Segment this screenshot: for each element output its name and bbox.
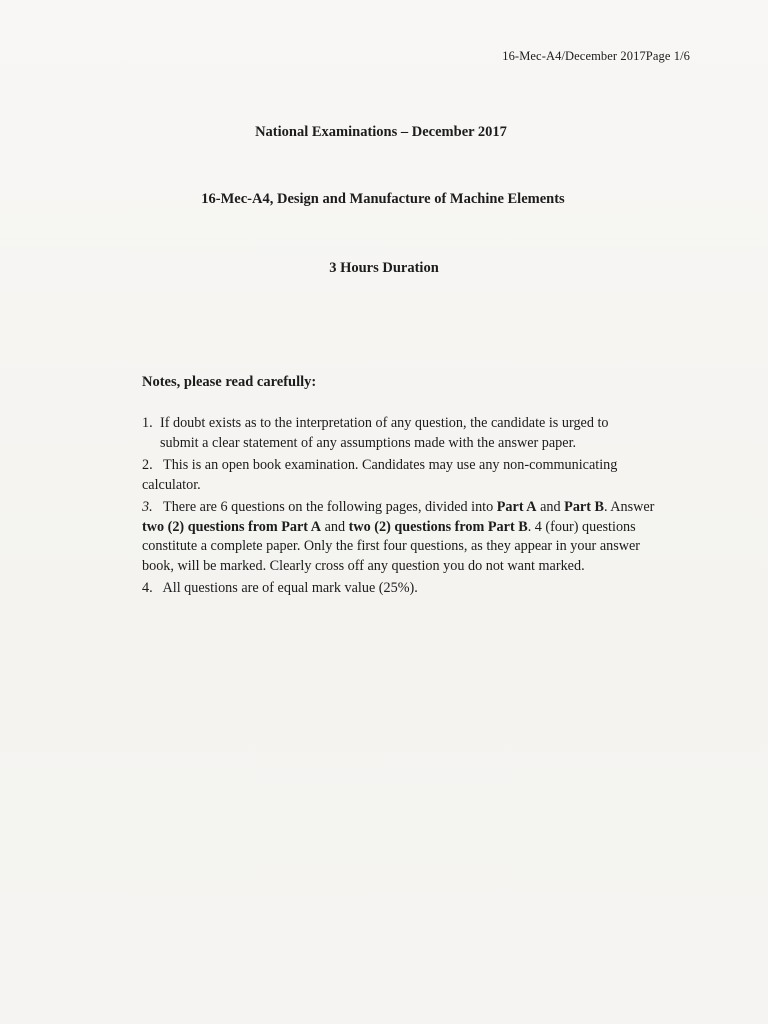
page-reference: 16-Mec-A4/December 2017Page 1/6 xyxy=(502,49,690,63)
notes-list xyxy=(142,414,662,602)
note-3-part-a: Part A xyxy=(496,499,537,515)
note-1-text-line-2: submit a clear statement of any assumptions made with the answer paper. xyxy=(160,434,577,451)
note-3-text-c: . Answer xyxy=(603,499,655,515)
note-3-text-a: There are 6 questions on the following pages, divided into xyxy=(163,499,497,515)
notes-heading: Notes, please read carefully: xyxy=(142,374,317,390)
exam-title: National Examinations – December 2017 xyxy=(255,124,507,140)
note-3-text-b: and xyxy=(536,499,565,515)
note-4-number: 4. xyxy=(142,580,160,596)
note-1-number: 1. xyxy=(142,415,153,431)
note-3-part-b: Part B xyxy=(564,499,604,515)
note-3-text-e: . 4 (four) questions constitute a complete paper. Only the first four questions, as they appear in your answer book, will be marked. Clearly cross off any question you do not want marked. xyxy=(142,518,640,574)
note-2-text: This is an open book examination. Candidates may use any non-communicating calculator. xyxy=(142,457,618,493)
note-3-number: 3. xyxy=(142,499,160,515)
note-2 xyxy=(142,456,662,495)
note-4 xyxy=(142,579,662,599)
note-3-two-from-part-a: two (2) questions from Part A xyxy=(142,518,322,535)
note-3-text-d: and xyxy=(321,518,349,535)
note-3-two-from-part-b: two (2) questions from Part B xyxy=(348,518,528,535)
note-2-number: 2. xyxy=(142,457,160,473)
note-4-text: All questions are of equal mark value (25%). xyxy=(162,580,418,596)
note-1-text-line-1: If doubt exists as to the interpretation of any question, the candidate is urged to xyxy=(160,415,609,431)
note-1 xyxy=(142,414,662,453)
note-3 xyxy=(142,498,662,576)
duration-label: 3 Hours Duration xyxy=(329,260,439,276)
course-title: 16-Mec-A4, Design and Manufacture of Machine Elements xyxy=(201,191,565,207)
